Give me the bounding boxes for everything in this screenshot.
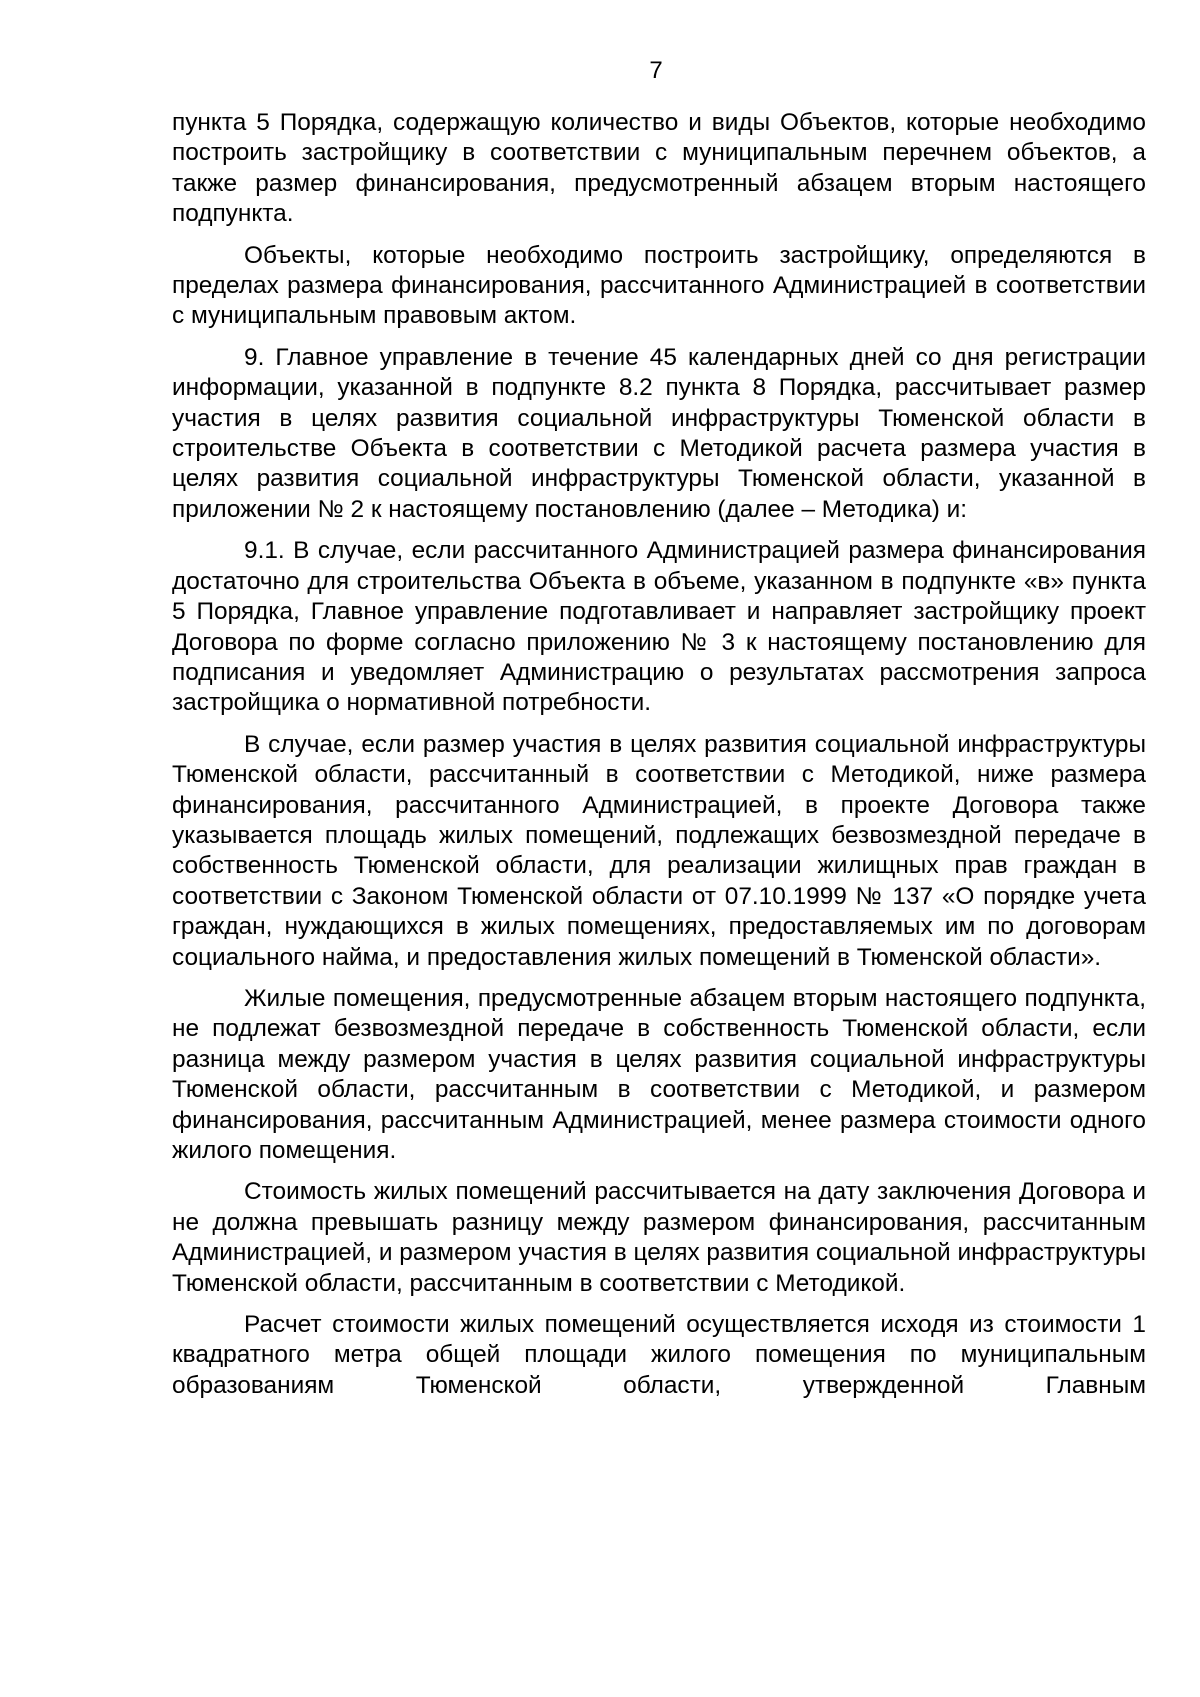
paragraph-participation-below-financing: В случае, если размер участия в целях развития социальной инфраструктуры Тюменской области, рассчитанный в соответствии с Методикой, ниже размера финансирования, рассчитанного Администрацией, в проекте Договора также указывается площадь жилых помещений, подлежащих безвозмездной передаче в собственность Тюменской области, для реализации жилищных прав граждан в соответствии с Законом Тюменской области от 07.10.1999 № 137 «О порядке учета граждан, нуждающихся в жилых помещениях, предоставляемых им по договорам социального найма, и предоставления жилых помещений в Тюменской области». xyxy=(172,730,1146,971)
paragraph-continuation: пункта 5 Порядка, содержащую количество и виды Объектов, которые необходимо построить застройщику в соответствии с муниципальным перечнем объектов, а также размер финансирования, предусмотренный абзацем вторым настоящего подпункта. xyxy=(172,109,1146,228)
paragraph-cost-calculation: Расчет стоимости жилых помещений осуществляется исходя из стоимости 1 квадратного метра общей площади жилого помещения по муниципальным образованиям Тюменской области, утвержденной Главным xyxy=(172,1311,1146,1399)
paragraph-premises-not-transferred: Жилые помещения, предусмотренные абзацем вторым настоящего подпункта, не подлежат безвозмездной передаче в собственность Тюменской области, если разница между размером участия в целях развития социальной инфраструктуры Тюменской области, рассчитанным в соответствии с Методикой, и размером финансирования, рассчитанным Администрацией, менее размера стоимости одного жилого помещения. xyxy=(172,984,1146,1164)
document-body xyxy=(172,108,1146,1401)
paragraph-item-9: 9. Главное управление в течение 45 календарных дней со дня регистрации информации, указанной в подпункте 8.2 пункта 8 Порядка, рассчитывает размер участия в целях развития социальной инфраструктуры Тюменской области в строительстве Объекта в соответствии с Методикой расчета размера участия в целях развития социальной инфраструктуры Тюменской области, указанной в приложении № 2 к настоящему постановлению (далее – Методика) и: xyxy=(172,343,1146,523)
paragraph-objects-definition: Объекты, которые необходимо построить застройщику, определяются в пределах размера финансирования, рассчитанного Администрацией в соответствии с муниципальным правовым актом. xyxy=(172,241,1146,330)
page-number: 7 xyxy=(649,57,663,84)
paragraph-item-9-1: 9.1. В случае, если рассчитанного Администрацией размера финансирования достаточно для строительства Объекта в объеме, указанном в подпункте «в» пункта 5 Порядка, Главное управление подготавливает и направляет застройщику проект Договора по форме согласно приложению № 3 к настоящему постановлению для подписания и уведомляет Администрацию о результатах рассмотрения запроса застройщика о нормативной потребности. xyxy=(172,537,1146,717)
paragraph-premises-cost: Стоимость жилых помещений рассчитывается на дату заключения Договора и не должна превышать разницу между размером финансирования, рассчитанным Администрацией, и размером участия в целях развития социальной инфраструктуры Тюменской области, рассчитанным в соответствии с Методикой. xyxy=(172,1178,1146,1297)
